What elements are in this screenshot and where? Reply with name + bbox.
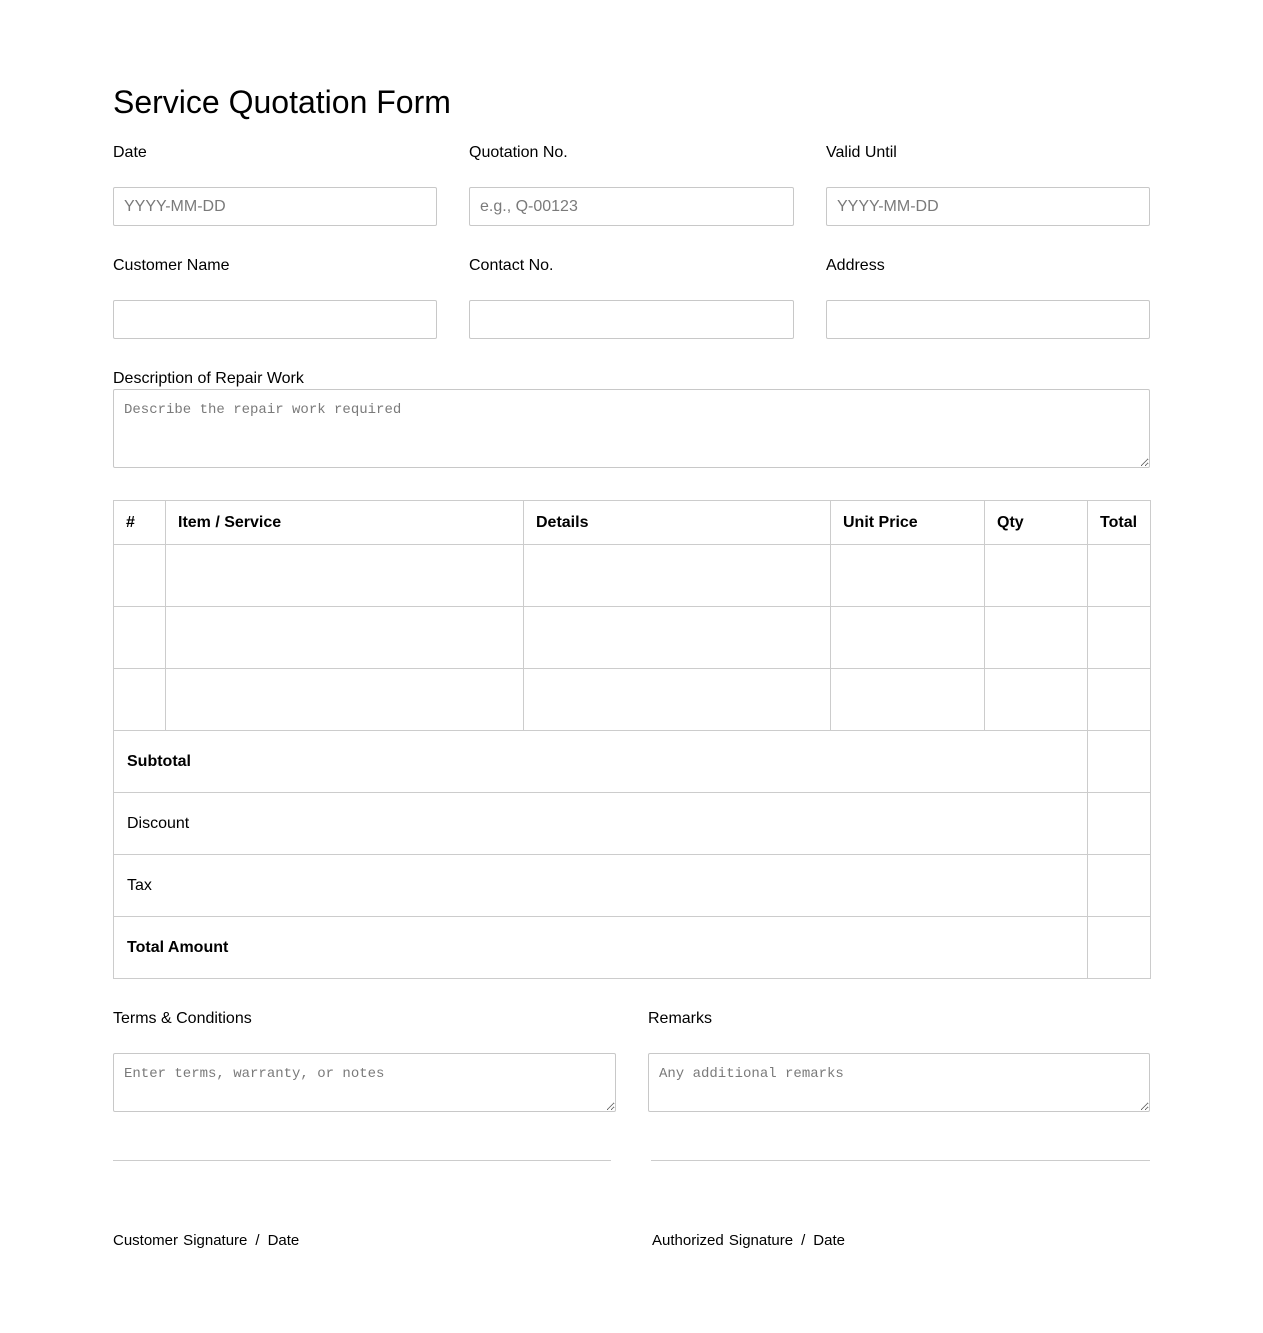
valid-until-label: Valid Until: [826, 144, 897, 161]
quotation-no-label: Quotation No.: [469, 144, 568, 161]
separator: /: [255, 1232, 260, 1249]
column-header-unit-price: Unit Price: [831, 501, 985, 545]
tax-value[interactable]: [1088, 855, 1151, 917]
address-field-group: [826, 257, 1150, 339]
cell-details[interactable]: [524, 669, 831, 731]
items-table: [113, 500, 1151, 979]
cell-total[interactable]: [1088, 545, 1151, 607]
cell-total[interactable]: [1088, 669, 1151, 731]
subtotal-value[interactable]: [1088, 731, 1151, 793]
date-field-group: [113, 144, 437, 226]
authorized-signature-date-label: Date: [813, 1232, 845, 1249]
customer-signature-caption: [113, 1232, 299, 1250]
valid-until-input[interactable]: [826, 187, 1150, 226]
description-textarea[interactable]: [113, 389, 1150, 468]
header-fields-row-2: [113, 257, 1150, 339]
authorized-signature-line[interactable]: [651, 1160, 1150, 1161]
cell-details[interactable]: [524, 545, 831, 607]
cell-number[interactable]: [114, 669, 166, 731]
subtotal-label: Subtotal: [114, 731, 1088, 793]
authorized-signature-caption: [652, 1232, 845, 1250]
cell-unit-price[interactable]: [831, 607, 985, 669]
cell-number[interactable]: [114, 607, 166, 669]
header-fields-row-1: [113, 144, 1150, 226]
cell-qty[interactable]: [985, 669, 1088, 731]
table-row: [114, 669, 1151, 731]
discount-value[interactable]: [1088, 793, 1151, 855]
page-title: Service Quotation Form: [113, 84, 451, 120]
cell-number[interactable]: [114, 545, 166, 607]
separator: /: [801, 1232, 806, 1249]
total-amount-value[interactable]: [1088, 917, 1151, 979]
valid-until-field-group: [826, 144, 1150, 226]
description-field-group: [113, 370, 1150, 468]
column-header-number: #: [114, 501, 166, 545]
cell-item-service[interactable]: [166, 607, 524, 669]
description-label: Description of Repair Work: [113, 370, 304, 387]
tax-label: Tax: [114, 855, 1088, 917]
total-amount-label: Total Amount: [114, 917, 1088, 979]
contact-no-label: Contact No.: [469, 257, 554, 274]
customer-signature-label: Customer Signature: [113, 1232, 248, 1249]
discount-row: [114, 793, 1151, 855]
cell-qty[interactable]: [985, 607, 1088, 669]
table-row: [114, 545, 1151, 607]
customer-name-input[interactable]: [113, 300, 437, 339]
subtotal-row: [114, 731, 1151, 793]
column-header-total: Total: [1088, 501, 1151, 545]
quotation-no-input[interactable]: [469, 187, 794, 226]
cell-qty[interactable]: [985, 545, 1088, 607]
customer-name-field-group: [113, 257, 437, 339]
cell-item-service[interactable]: [166, 669, 524, 731]
column-header-details: Details: [524, 501, 831, 545]
quotation-no-field-group: [469, 144, 794, 226]
address-input[interactable]: [826, 300, 1150, 339]
contact-no-field-group: [469, 257, 794, 339]
cell-unit-price[interactable]: [831, 669, 985, 731]
cell-total[interactable]: [1088, 607, 1151, 669]
contact-no-input[interactable]: [469, 300, 794, 339]
customer-signature-date-label: Date: [267, 1232, 300, 1249]
remarks-field-group: [648, 1010, 1150, 1112]
date-label: Date: [113, 144, 147, 161]
column-header-item-service: Item / Service: [166, 501, 524, 545]
customer-signature-line[interactable]: [113, 1160, 611, 1161]
cell-unit-price[interactable]: [831, 545, 985, 607]
cell-item-service[interactable]: [166, 545, 524, 607]
customer-name-label: Customer Name: [113, 257, 230, 274]
terms-remarks-section: [113, 1010, 1150, 1112]
table-row: [114, 607, 1151, 669]
tax-row: [114, 855, 1151, 917]
terms-label: Terms & Conditions: [113, 1010, 252, 1027]
total-amount-row: [114, 917, 1151, 979]
authorized-signature-label: Authorized Signature: [652, 1232, 794, 1249]
address-label: Address: [826, 257, 885, 274]
cell-details[interactable]: [524, 607, 831, 669]
terms-field-group: [113, 1010, 616, 1112]
discount-label: Discount: [114, 793, 1088, 855]
remarks-label: Remarks: [648, 1010, 713, 1027]
remarks-textarea[interactable]: [648, 1053, 1150, 1112]
column-header-qty: Qty: [985, 501, 1088, 545]
terms-textarea[interactable]: [113, 1053, 616, 1112]
date-input[interactable]: [113, 187, 437, 226]
table-header-row: [114, 501, 1151, 545]
